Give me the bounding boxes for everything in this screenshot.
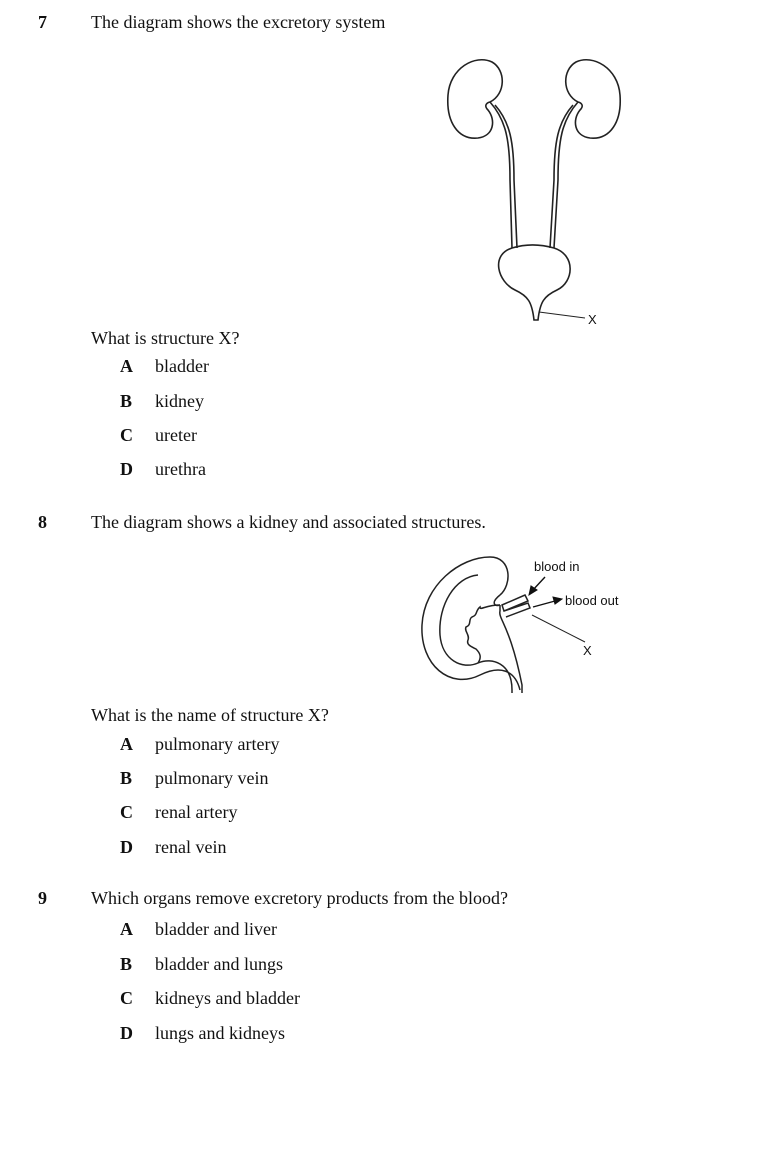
option-letter[interactable]: C [120, 802, 133, 822]
option-text[interactable]: renal vein [155, 837, 227, 857]
option-letter[interactable]: C [120, 425, 133, 445]
left-ureter [490, 102, 517, 248]
option-letter[interactable]: A [120, 919, 133, 939]
bladder [499, 245, 571, 320]
question-prompt: What is structure X? [91, 328, 240, 348]
label-blood-in: blood in [534, 559, 580, 574]
option-letter[interactable]: D [120, 459, 133, 479]
option-text[interactable]: bladder and liver [155, 919, 277, 939]
renal-pelvis [466, 605, 522, 693]
option-text[interactable]: urethra [155, 459, 206, 479]
question-number: 9 [38, 888, 47, 908]
option-text[interactable]: lungs and kidneys [155, 1023, 285, 1043]
option-text[interactable]: renal artery [155, 802, 238, 822]
label-blood-out: blood out [565, 593, 619, 608]
label-x: X [583, 643, 592, 658]
kidney-inner [440, 575, 512, 690]
question-stem: Which organs remove excretory products from the blood? [91, 888, 509, 908]
question-prompt: What is the name of structure X? [91, 705, 329, 725]
right-kidney [566, 60, 620, 138]
question-number: 8 [38, 512, 47, 532]
option-letter[interactable]: B [120, 768, 133, 788]
label-x: X [588, 312, 597, 327]
option-text[interactable]: kidneys and bladder [155, 988, 300, 1008]
question-stem: The diagram shows a kidney and associated structures. [91, 512, 486, 532]
kidney-diagram [400, 545, 650, 705]
question-stem: The diagram shows the excretory system [91, 12, 386, 32]
option-text[interactable]: pulmonary vein [155, 768, 269, 788]
right-ureter [550, 102, 578, 248]
blood-vessels [502, 595, 530, 617]
option-letter[interactable]: A [120, 356, 133, 376]
option-text[interactable]: ureter [155, 425, 197, 445]
option-text[interactable]: bladder and lungs [155, 954, 283, 974]
excretory-system-diagram [420, 50, 640, 340]
option-letter[interactable]: B [120, 391, 133, 411]
option-text[interactable]: kidney [155, 391, 204, 411]
left-kidney [448, 60, 502, 138]
option-letter[interactable]: D [120, 837, 133, 857]
option-letter[interactable]: B [120, 954, 133, 974]
option-letter[interactable]: D [120, 1023, 133, 1043]
option-letter[interactable]: A [120, 734, 133, 754]
option-letter[interactable]: C [120, 988, 133, 1008]
option-text[interactable]: bladder [155, 356, 209, 376]
option-text[interactable]: pulmonary artery [155, 734, 280, 754]
question-number: 7 [38, 12, 47, 32]
